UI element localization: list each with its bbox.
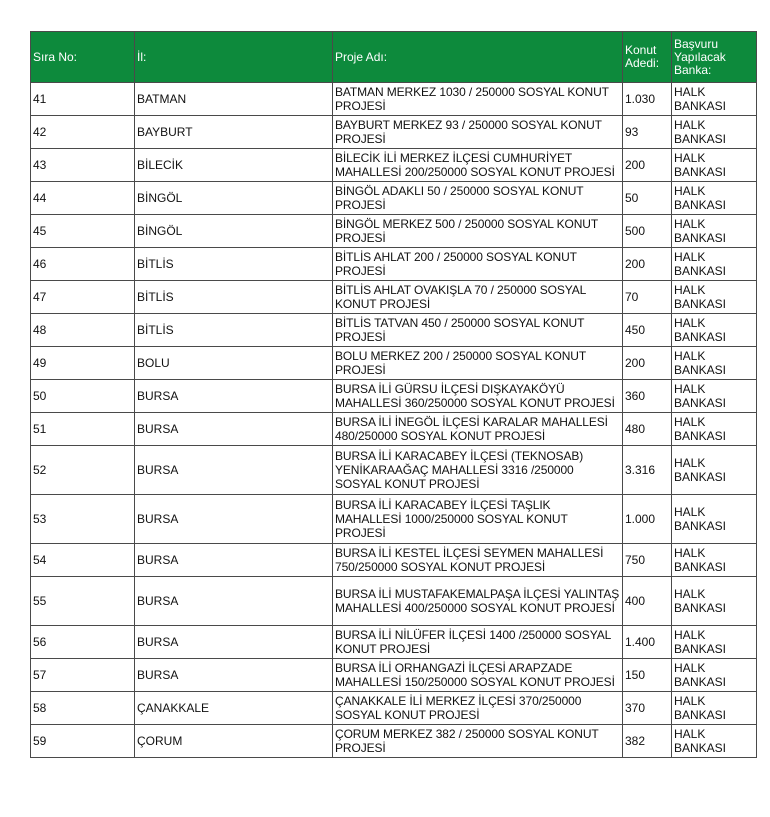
cell-il: BURSA bbox=[135, 577, 333, 626]
table-row bbox=[31, 495, 757, 544]
cell-banka: HALK BANKASI bbox=[672, 725, 757, 758]
header-il: İl: bbox=[135, 32, 333, 83]
cell-il: BOLU bbox=[135, 347, 333, 380]
table-row bbox=[31, 215, 757, 248]
cell-proje-adi: BATMAN MERKEZ 1030 / 250000 SOSYAL KONUT PROJESİ bbox=[333, 83, 623, 116]
cell-proje-adi: BURSA İLİ ORHANGAZİ İLÇESİ ARAPZADE MAHALLESİ 150/250000 SOSYAL KONUT PROJESİ bbox=[333, 659, 623, 692]
table-row bbox=[31, 347, 757, 380]
cell-sira-no: 46 bbox=[31, 248, 135, 281]
cell-il: BURSA bbox=[135, 626, 333, 659]
cell-proje-adi: BURSA İLİ İNEGÖL İLÇESİ KARALAR MAHALLESİ 480/250000 SOSYAL KONUT PROJESİ bbox=[333, 413, 623, 446]
cell-konut-adedi: 360 bbox=[623, 380, 672, 413]
cell-il: BURSA bbox=[135, 544, 333, 577]
cell-il: BİNGÖL bbox=[135, 215, 333, 248]
table-row bbox=[31, 626, 757, 659]
header-proje-adi: Proje Adı: bbox=[333, 32, 623, 83]
cell-banka: HALK BANKASI bbox=[672, 215, 757, 248]
table-row bbox=[31, 314, 757, 347]
cell-proje-adi: BURSA İLİ MUSTAFAKEMALPAŞA İLÇESİ YALINTAŞ MAHALLESİ 400/250000 SOSYAL KONUT PROJESİ bbox=[333, 577, 623, 626]
table-row bbox=[31, 725, 757, 758]
cell-sira-no: 58 bbox=[31, 692, 135, 725]
cell-sira-no: 44 bbox=[31, 182, 135, 215]
cell-banka: HALK BANKASI bbox=[672, 83, 757, 116]
table-row bbox=[31, 248, 757, 281]
cell-proje-adi: BİTLİS TATVAN 450 / 250000 SOSYAL KONUT PROJESİ bbox=[333, 314, 623, 347]
cell-il: ÇANAKKALE bbox=[135, 692, 333, 725]
cell-proje-adi: BİNGÖL ADAKLI 50 / 250000 SOSYAL KONUT PROJESİ bbox=[333, 182, 623, 215]
cell-konut-adedi: 750 bbox=[623, 544, 672, 577]
cell-banka: HALK BANKASI bbox=[672, 314, 757, 347]
cell-banka: HALK BANKASI bbox=[672, 149, 757, 182]
cell-sira-no: 49 bbox=[31, 347, 135, 380]
header-konut-adedi: Konut Adedi: bbox=[623, 32, 672, 83]
cell-konut-adedi: 400 bbox=[623, 577, 672, 626]
cell-proje-adi: BURSA İLİ NİLÜFER İLÇESİ 1400 /250000 SOSYAL KONUT PROJESİ bbox=[333, 626, 623, 659]
cell-konut-adedi: 500 bbox=[623, 215, 672, 248]
cell-konut-adedi: 200 bbox=[623, 347, 672, 380]
cell-il: ÇORUM bbox=[135, 725, 333, 758]
cell-konut-adedi: 200 bbox=[623, 149, 672, 182]
cell-il: BURSA bbox=[135, 495, 333, 544]
cell-konut-adedi: 382 bbox=[623, 725, 672, 758]
table-row bbox=[31, 182, 757, 215]
housing-projects-table bbox=[30, 31, 757, 758]
cell-sira-no: 53 bbox=[31, 495, 135, 544]
cell-konut-adedi: 50 bbox=[623, 182, 672, 215]
cell-il: BURSA bbox=[135, 380, 333, 413]
cell-konut-adedi: 93 bbox=[623, 116, 672, 149]
cell-konut-adedi: 1.000 bbox=[623, 495, 672, 544]
table-row bbox=[31, 413, 757, 446]
cell-il: BİTLİS bbox=[135, 248, 333, 281]
table-row bbox=[31, 692, 757, 725]
cell-konut-adedi: 450 bbox=[623, 314, 672, 347]
cell-banka: HALK BANKASI bbox=[672, 659, 757, 692]
cell-proje-adi: ÇORUM MERKEZ 382 / 250000 SOSYAL KONUT PROJESİ bbox=[333, 725, 623, 758]
cell-konut-adedi: 1.030 bbox=[623, 83, 672, 116]
cell-il: BİLECİK bbox=[135, 149, 333, 182]
table-header-row bbox=[31, 32, 757, 83]
cell-proje-adi: BİTLİS AHLAT OVAKIŞLA 70 / 250000 SOSYAL KONUT PROJESİ bbox=[333, 281, 623, 314]
table-row bbox=[31, 116, 757, 149]
cell-konut-adedi: 370 bbox=[623, 692, 672, 725]
cell-il: BURSA bbox=[135, 446, 333, 495]
cell-banka: HALK BANKASI bbox=[672, 248, 757, 281]
cell-konut-adedi: 3.316 bbox=[623, 446, 672, 495]
cell-banka: HALK BANKASI bbox=[672, 577, 757, 626]
cell-proje-adi: BİLECİK İLİ MERKEZ İLÇESİ CUMHURİYET MAHALLESİ 200/250000 SOSYAL KONUT PROJESİ bbox=[333, 149, 623, 182]
cell-il: BURSA bbox=[135, 413, 333, 446]
cell-banka: HALK BANKASI bbox=[672, 347, 757, 380]
table-row bbox=[31, 281, 757, 314]
cell-sira-no: 47 bbox=[31, 281, 135, 314]
cell-il: BATMAN bbox=[135, 83, 333, 116]
cell-proje-adi: BURSA İLİ KARACABEY İLÇESİ (TEKNOSAB) YENİKARAAĞAÇ MAHALLESİ 3316 /250000 SOSYAL KONUT PROJESİ bbox=[333, 446, 623, 495]
cell-sira-no: 57 bbox=[31, 659, 135, 692]
table-row bbox=[31, 446, 757, 495]
cell-proje-adi: BURSA İLİ KARACABEY İLÇESİ TAŞLIK MAHALLESİ 1000/250000 SOSYAL KONUT PROJESİ bbox=[333, 495, 623, 544]
table-row bbox=[31, 659, 757, 692]
cell-banka: HALK BANKASI bbox=[672, 413, 757, 446]
table-row bbox=[31, 577, 757, 626]
cell-proje-adi: BOLU MERKEZ 200 / 250000 SOSYAL KONUT PROJESİ bbox=[333, 347, 623, 380]
cell-banka: HALK BANKASI bbox=[672, 281, 757, 314]
cell-banka: HALK BANKASI bbox=[672, 182, 757, 215]
cell-sira-no: 42 bbox=[31, 116, 135, 149]
cell-proje-adi: BİTLİS AHLAT 200 / 250000 SOSYAL KONUT PROJESİ bbox=[333, 248, 623, 281]
cell-proje-adi: BİNGÖL MERKEZ 500 / 250000 SOSYAL KONUT PROJESİ bbox=[333, 215, 623, 248]
cell-sira-no: 41 bbox=[31, 83, 135, 116]
cell-konut-adedi: 1.400 bbox=[623, 626, 672, 659]
cell-sira-no: 51 bbox=[31, 413, 135, 446]
header-basvuru-banka: Başvuru Yapılacak Banka: bbox=[672, 32, 757, 83]
cell-sira-no: 59 bbox=[31, 725, 135, 758]
cell-sira-no: 43 bbox=[31, 149, 135, 182]
cell-il: BAYBURT bbox=[135, 116, 333, 149]
cell-proje-adi: BAYBURT MERKEZ 93 / 250000 SOSYAL KONUT PROJESİ bbox=[333, 116, 623, 149]
cell-proje-adi: BURSA İLİ KESTEL İLÇESİ SEYMEN MAHALLESİ 750/250000 SOSYAL KONUT PROJESİ bbox=[333, 544, 623, 577]
cell-banka: HALK BANKASI bbox=[672, 544, 757, 577]
cell-banka: HALK BANKASI bbox=[672, 495, 757, 544]
cell-banka: HALK BANKASI bbox=[672, 626, 757, 659]
table-row bbox=[31, 544, 757, 577]
cell-sira-no: 45 bbox=[31, 215, 135, 248]
cell-il: BİNGÖL bbox=[135, 182, 333, 215]
cell-sira-no: 48 bbox=[31, 314, 135, 347]
table-row bbox=[31, 149, 757, 182]
cell-sira-no: 54 bbox=[31, 544, 135, 577]
cell-banka: HALK BANKASI bbox=[672, 116, 757, 149]
cell-konut-adedi: 480 bbox=[623, 413, 672, 446]
cell-sira-no: 56 bbox=[31, 626, 135, 659]
header-sira-no: Sıra No: bbox=[31, 32, 135, 83]
cell-il: BİTLİS bbox=[135, 314, 333, 347]
cell-banka: HALK BANKASI bbox=[672, 380, 757, 413]
cell-il: BURSA bbox=[135, 659, 333, 692]
cell-sira-no: 52 bbox=[31, 446, 135, 495]
cell-banka: HALK BANKASI bbox=[672, 446, 757, 495]
cell-konut-adedi: 200 bbox=[623, 248, 672, 281]
table-row bbox=[31, 380, 757, 413]
cell-konut-adedi: 150 bbox=[623, 659, 672, 692]
cell-banka: HALK BANKASI bbox=[672, 692, 757, 725]
cell-proje-adi: BURSA İLİ GÜRSU İLÇESİ DIŞKAYAKÖYÜ MAHALLESİ 360/250000 SOSYAL KONUT PROJESİ bbox=[333, 380, 623, 413]
cell-il: BİTLİS bbox=[135, 281, 333, 314]
table-row bbox=[31, 83, 757, 116]
cell-proje-adi: ÇANAKKALE İLİ MERKEZ İLÇESİ 370/250000 SOSYAL KONUT PROJESİ bbox=[333, 692, 623, 725]
cell-konut-adedi: 70 bbox=[623, 281, 672, 314]
cell-sira-no: 50 bbox=[31, 380, 135, 413]
cell-sira-no: 55 bbox=[31, 577, 135, 626]
